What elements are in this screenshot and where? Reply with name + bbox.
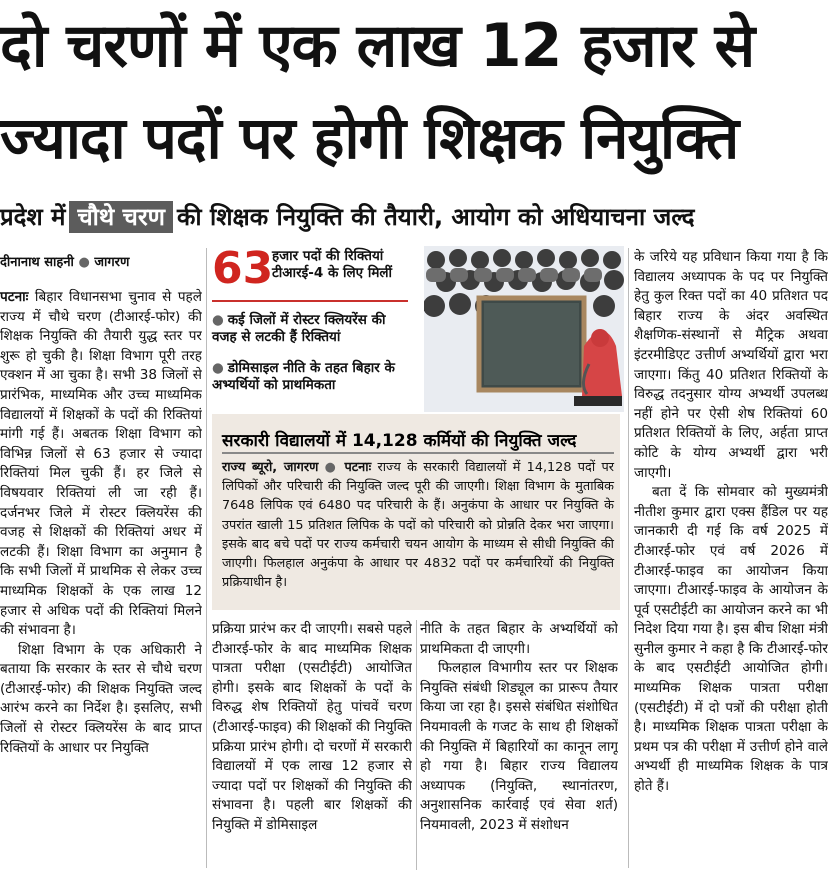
- column-4-paragraph-2: बता दें कि सोमवार को मुख्यमंत्री नीतीश कुमार द्वारा एक्स हैंडिल पर यह जानकारी दी गई कि वर्ष 2025 में टीआरई-फोर एवं वर्ष 2026 में टीआरई-फाइव का आयोजन किया जाएगा। टीआरई-फाइव के आयोजन के पूर्व एसटीईटी का आयोजन करने का भी निदेश दिया गया है। इस बीच शिक्षा मंत्री सुनील कुमार ने कहा है कि टीआरई-फोर के बाद एसटीईटी आयोजित होगी। माध्यमिक शिक्षक पात्रता परीक्षा (एसटीईटी) में दो पत्रों की परीक्षा होती है। माध्यमिक शिक्षक पात्रता परीक्षा के प्रथम पत्र की परीक्षा में उत्तीर्ण होने वाले अभ्यर्थी ही माध्यमिक शिक्षक के पात्र होते हैं।: [634, 484, 828, 795]
- article-column-1: [0, 288, 202, 868]
- column-divider: [628, 248, 629, 868]
- bullet-dot-icon: ●: [78, 255, 90, 270]
- bullet-icon: ●: [212, 360, 224, 376]
- highlight-bullet-1: [212, 312, 412, 346]
- column-divider: [206, 248, 207, 868]
- subheadline: [0, 196, 828, 238]
- column-3-paragraph-2: फिलहाल विभागीय स्तर पर शिक्षक नियुक्ति संबंधी शिड्यूल का प्रारूप तैयार किया जा रहा है। इससे संबंधित संशोधित नियमावली के गजट के साथ ही शिक्षकों की नियुक्ति में बिहारियों का कानून लागू हो गया है। बिहार राज्य विद्यालय अध्यापक (नियुक्ति, स्थानांतरण, अनुशासनिक कार्रवाई एवं सेवा शर्त) नियमावली, 2023 में संशोधन: [420, 660, 618, 833]
- highlight-bullet-text: डोमिसाइल नीति के तहत बिहार के अभ्यर्थियों को प्राथमिकता: [212, 360, 395, 393]
- byline-author: दीनानाथ साहनी: [0, 255, 74, 270]
- headline-line-2: ज्यादा पदों पर होगी शिक्षक नियुक्ति: [0, 104, 739, 172]
- sidebar-story-byline: राज्य ब्यूरो, जागरण: [222, 460, 319, 475]
- highlight-text: हजार पदों की रिक्तियां टीआरई-4 के लिए मिलीं: [272, 248, 393, 281]
- column-1-text-1: बिहार विधानसभा चुनाव से पहले राज्य में चौथे चरण (टीआरई-फोर) की शिक्षक नियुक्ति की तैयारी युद्ध स्तर पर शुरू हो चुकी है। शिक्षा विभाग पूरी तरह एक्शन में आ चुका है। सभी 38 जिलों से प्रारंभिक, माध्यमिक और उच्च माध्यमिक विद्यालयों में शिक्षकों के पदों की रिक्तियां मांगी गई हैं। अबतक शिक्षा विभाग को विभिन्न जिलों से 63 हजार से ज्यादा रिक्तियां मिल चुकी हैं। हर जिले से विषयवार रिक्तियां ली जा रही हैं। दर्जनभर जिले में रोस्टर क्लियरेंस की वजह से शिक्षकों की रिक्तियां अधर में लटकी हैं। शिक्षा विभाग का अनुमान है कि सभी जिलों में प्राथमिक से लेकर उच्च माध्यमिक शिक्षकों के एक लाख 12 हजार से अधिक पदों की रिक्तियां मिलने की संभावना है।: [0, 289, 202, 639]
- column-divider: [416, 620, 417, 870]
- sidebar-story-text: राज्य के सरकारी विद्यालयों में 14,128 पदों पर लिपिकों और परिचारी की नियुक्ति जल्द पूरी की जाएगी। शिक्षा विभाग के मुताबिक 7648 लिपिक एवं 6480 पद परिचारी के हैं। अनुकंपा के आधार पर नियुक्ति के उपरांत खाली 15 प्रतिशत लिपिक के पदों को परिचारी को प्रोन्नति देकर भरा जाएगा। इसके बाद बचे पदों पर राज्य कर्मचारी चयन आयोग के माध्यम से सीधी नियुक्ति की जाएगी। फिलहाल अनुकंपा के आधार पर 4832 पदों पर कर्मचारियों की नियुक्ति प्रक्रियाधीन है।: [222, 460, 614, 591]
- article-column-4: [634, 248, 828, 868]
- subheadline-pre: प्रदेश में: [0, 203, 66, 231]
- subheadline-post: की शिक्षक नियुक्ति की तैयारी, आयोग को अधियाचना जल्द: [177, 203, 695, 231]
- column-3-paragraph-1: नीति के तहत बिहार के अभ्यर्थियों को प्राथमिकता दी जाएगी।: [420, 621, 618, 657]
- sidebar-story-body: [222, 458, 614, 592]
- highlight-bullet-2: [212, 360, 412, 394]
- dateline: पटनाः: [0, 289, 29, 305]
- sidebar-story-divider: [222, 452, 614, 454]
- byline: [0, 252, 200, 270]
- sidebar-story-place: पटनाः: [344, 460, 372, 475]
- column-4-paragraph-1: के जरिये यह प्रविधान किया गया है कि विद्यालय अध्यापक के पद पर नियुक्ति हेतु कुल रिक्त पदों का 40 प्रतिशत पद बिहार राज्य के अंदर अवस्थित शैक्षणिक-संस्थानों से मैट्रिक अथवा इंटरमीडिएट उत्तीर्ण अभ्यर्थियों द्वारा भरा जाएगा। किंतु 40 प्रतिशत रिक्तियों के विरुद्ध तदनुसार योग्य अभ्यर्थी उपलब्ध नहीं होने पर ऐसी शेष रिक्तियां 60 प्रतिशत रिक्तियों के लिए, अर्हता प्राप्त कोटि के योग्य अभ्यर्थी द्वारा भरी जाएगी।: [634, 249, 828, 481]
- headline-line-1: दो चरणों में एक लाख 12 हजार से: [0, 11, 755, 81]
- classroom-illustration-icon: [424, 246, 624, 412]
- article-column-3: [420, 620, 618, 870]
- classroom-illustration: [424, 246, 624, 412]
- column-1-paragraph-1: [0, 288, 202, 641]
- highlight-divider: [212, 300, 408, 302]
- column-2-paragraph-1: प्रक्रिया प्रारंभ कर दी जाएगी। सबसे पहले टीआरई-फोर के बाद माध्यमिक शिक्षक पात्रता परीक्षा (एसटीईटी) आयोजित होगी। इसके बाद शिक्षकों के पदों के विरुद्ध शेष रिक्तियों हेतु पांचवें चरण (टीआरई-फाइव) की शिक्षकों की नियुक्ति प्रक्रिया प्रारंभ होगी। दो चरणों में सरकारी विद्यालयों में एक लाख 12 हजार से ज्यादा पदों पर शिक्षकों की नियुक्ति की संभावना है। पहली बार शिक्षकों की नियुक्ति में डोमिसाइल: [212, 621, 412, 833]
- byline-source: जागरण: [94, 255, 130, 270]
- highlight-bullet-text: कई जिलों में रोस्टर क्लियरेंस की वजह से लटकी हैं रिक्तियां: [212, 312, 386, 345]
- subheadline-highlight: चौथे चरण: [69, 201, 173, 233]
- bullet-dot-icon: ●: [324, 460, 339, 475]
- highlight-number: 63: [212, 243, 274, 294]
- column-1-paragraph-2: शिक्षा विभाग के एक अधिकारी ने बताया कि सरकार के स्तर से चौथे चरण (टीआरई-फोर) की शिक्षक नियुक्ति जल्द आरंभ करने का निर्देश है। इसलिए, सभी जिलों से रोस्टर क्लियरेंस के बाद प्राप्त रिक्तियों के आधार पर नियुक्ति: [0, 641, 202, 756]
- sidebar-story-title: सरकारी विद्यालयों में 14,128 कर्मियों की नियुक्ति जल्द: [222, 431, 577, 451]
- article-column-2: [212, 620, 412, 870]
- bullet-icon: ●: [212, 312, 224, 328]
